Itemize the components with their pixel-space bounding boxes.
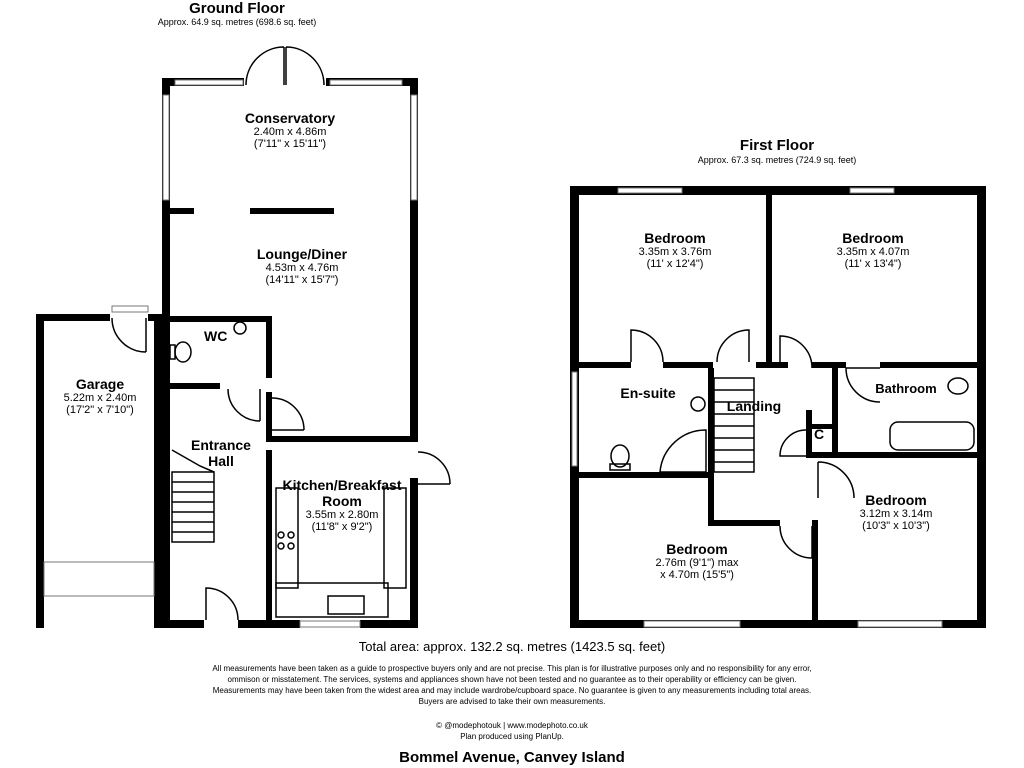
room-name: Bedroom <box>842 230 904 246</box>
credit-line: © @modephotouk | www.modephoto.co.uk <box>436 721 588 730</box>
room-dimensions: 3.35m x 3.76m <box>638 246 712 258</box>
total-area: Total area: approx. 132.2 sq. metres (1423.5 sq. feet) <box>358 639 666 654</box>
conservatory-window <box>330 80 402 85</box>
room-dimensions-imperial: (11' x 12'4") <box>646 258 704 270</box>
ground-floor-area: Approx. 64.9 sq. metres (698.6 sq. feet) <box>157 17 317 27</box>
room-label-lounge-diner <box>222 246 382 286</box>
ground-floor-title: Ground Floor <box>189 0 285 17</box>
bedroom-window <box>850 188 894 193</box>
room-dimensions: 4.53m x 4.76m <box>265 262 339 274</box>
bedroom-window <box>618 188 682 193</box>
bedroom-window <box>858 621 942 627</box>
credits <box>312 720 712 742</box>
room-dimensions: 3.35m x 4.07m <box>836 246 910 258</box>
room-name: Conservatory <box>244 110 336 126</box>
room-label-bedroom-nw <box>595 230 755 270</box>
room-label-cupboard <box>812 426 826 442</box>
toilet-icon <box>175 342 191 362</box>
wc-south-wall <box>170 383 220 389</box>
room-dimensions-imperial: (7'11" x 15'11") <box>253 138 327 150</box>
room-label-ensuite <box>598 385 698 401</box>
hob-icon <box>278 532 294 549</box>
bedroom-west-wall <box>812 520 818 628</box>
gf-south-wall <box>238 620 300 628</box>
conservatory-window <box>175 80 243 85</box>
room-label-entrance-hall <box>176 437 266 469</box>
stairs <box>714 378 754 472</box>
first-floor-title: First Floor <box>739 137 815 154</box>
room-dimensions-imperial: (17'2" x 7'10") <box>66 404 134 416</box>
room-dimensions: 5.22m x 2.40m <box>63 392 137 404</box>
credit-line: Plan produced using PlanUp. <box>460 732 564 741</box>
wc-north-wall <box>162 316 272 322</box>
kitchen-sink-icon <box>328 596 364 614</box>
room-name: WC <box>204 328 228 344</box>
ensuite-east-wall <box>708 368 714 526</box>
room-label-bedroom-ne <box>793 230 953 270</box>
cupboard-door <box>780 430 806 456</box>
room-name: Entrance <box>191 437 251 453</box>
room-name-line2: Hall <box>208 453 234 469</box>
front-door <box>206 588 238 620</box>
garage-east-wall <box>154 314 162 628</box>
room-name: Kitchen/Breakfast <box>282 477 402 493</box>
room-name: Bedroom <box>865 492 927 508</box>
bedroom-door <box>780 526 812 558</box>
room-name: Bedroom <box>644 230 706 246</box>
bathroom-south-wall <box>806 452 986 458</box>
room-name: Lounge/Diner <box>256 246 348 262</box>
ensuite-window <box>572 372 577 466</box>
room-label-wc <box>204 328 227 344</box>
conservatory-window <box>411 95 417 200</box>
bedroom-window <box>644 621 740 627</box>
garage-door <box>112 318 146 352</box>
garage-west-wall <box>36 314 44 628</box>
disclaimer <box>112 663 912 707</box>
divider-stub <box>250 208 334 214</box>
lounge-south-wall <box>266 436 418 442</box>
bathroom-north-wall <box>880 362 986 368</box>
divider-stub <box>170 208 194 214</box>
room-dimensions-imperial: (10'3" x 10'3") <box>862 520 930 532</box>
room-name: Bedroom <box>666 541 728 557</box>
room-name: En-suite <box>620 385 676 401</box>
property-address: Bommel Avenue, Canvey Island <box>399 749 625 766</box>
wc-east-wall <box>266 316 272 378</box>
bathroom-basin-icon <box>948 378 968 394</box>
kitchen-window <box>300 621 360 627</box>
disclaimer-line: Measurements may have been taken from the widest area and may include wardrobe/cupboard space. No guarantee is given to any measurements including total areas. <box>212 686 812 695</box>
room-name: Bathroom <box>875 381 937 396</box>
room-label-bedroom-se <box>816 492 976 532</box>
room-dimensions-imperial: (11'8" x 9'2") <box>311 521 373 533</box>
room-dimensions: 3.12m x 3.14m <box>859 508 933 520</box>
wc-door <box>228 389 260 421</box>
room-name-line2: Room <box>322 493 362 509</box>
kitchen-back-door <box>418 452 450 484</box>
conservatory-window <box>163 95 169 200</box>
room-label-bedroom-sw <box>617 541 777 581</box>
room-dimensions: 3.55m x 2.80m <box>305 509 379 521</box>
room-name: C <box>813 426 825 442</box>
bedroom-divider-wall <box>766 195 772 365</box>
room-name: Landing <box>726 398 782 414</box>
wc-basin-icon <box>234 322 246 334</box>
bathroom-west-wall <box>832 368 838 458</box>
room-dimensions-line2: x 4.70m (15'5") <box>660 569 734 581</box>
room-label-garage <box>46 376 154 416</box>
room-dimensions: 2.40m x 4.86m <box>253 126 327 138</box>
room-name: Garage <box>75 376 125 392</box>
room-label-conservatory <box>210 110 370 150</box>
disclaimer-line: Buyers are advised to take their own measurements. <box>418 697 606 706</box>
first-floor-area: Approx. 67.3 sq. metres (724.9 sq. feet) <box>697 155 857 165</box>
room-dimensions-imperial: (11' x 13'4") <box>844 258 902 270</box>
room-label-kitchen <box>262 477 422 533</box>
gf-south-wall <box>162 620 204 628</box>
garage-window <box>112 306 148 312</box>
ensuite-south-wall <box>579 472 714 478</box>
shower-icon <box>660 430 706 472</box>
garage-north-wall <box>36 314 110 321</box>
room-label-bathroom <box>866 381 946 396</box>
disclaimer-line: All measurements have been taken as a guide to prospective buyers only and are not precise. This plan is for illustrative purposes only and no responsibility for any error, <box>212 664 812 673</box>
room-dimensions: 2.76m (9'1") max <box>655 557 739 569</box>
room-dimensions-imperial: (14'11" x 15'7") <box>265 274 339 286</box>
disclaimer-line: ommison or misstatement. The services, systems and appliances shown have not been tested and no guarantee as to their operability or efficiency can be given. <box>227 675 797 684</box>
bedroom-door <box>717 330 749 362</box>
bedroom-south-wall <box>663 362 713 368</box>
bathtub-icon <box>890 422 974 450</box>
lounge-door <box>272 398 304 430</box>
garage-door-opening <box>44 562 154 596</box>
ensuite-door <box>631 330 663 362</box>
ff-east-wall <box>977 186 986 628</box>
hall-east-wall <box>266 392 272 442</box>
room-label-landing <box>718 398 790 414</box>
